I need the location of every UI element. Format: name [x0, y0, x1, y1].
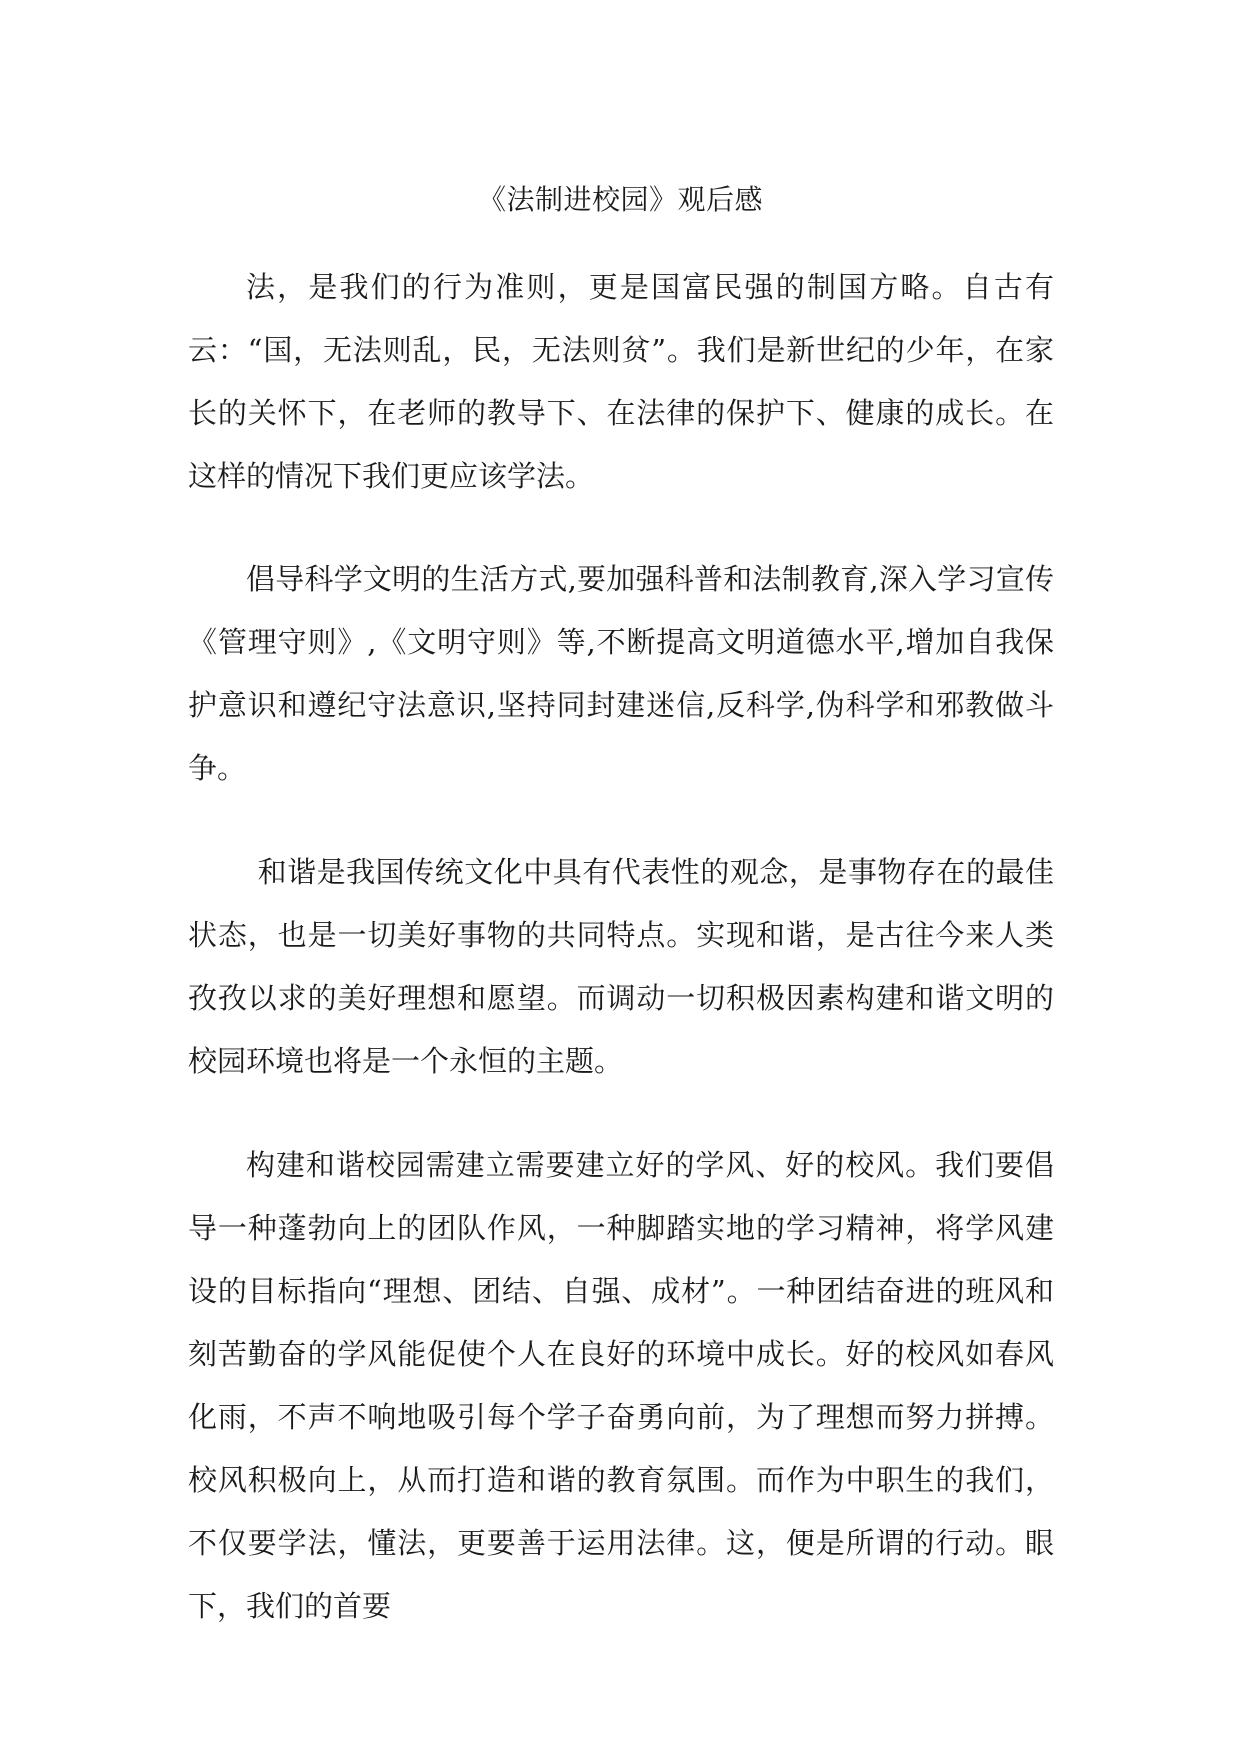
document-title: 《法制进校园》观后感: [477, 183, 763, 216]
document-body: [188, 256, 1054, 1638]
paragraph-harmony: 和谐是我国传统文化中具有代表性的观念，是事物存在的最佳状态，也是一切美好事物的共同特点。实现和谐，是古往今来人类孜孜以求的美好理想和愿望。而调动一切积极因素构建和谐文明的校园环境也将是一个永恒的主题。: [188, 855, 1054, 1078]
paragraph-harmonious-campus: 构建和谐校园需建立需要建立好的学风、好的校风。我们要倡导一种蓬勃向上的团队作风，一种脚踏实地的学习精神，将学风建设的目标指向“理想、团结、自强、成材”。一种团结奋进的班风和刻苦勤奋的学风能促使个人在良好的环境中成长。好的校风如春风化雨，不声不响地吸引每个学子奋勇向前，为了理想而努力拼搏。校风积极向上，从而打造和谐的教育氛围。而作为中职生的我们，不仅要学法，懂法，更要善于运用法律。这，便是所谓的行动。眼下，我们的首要: [188, 1148, 1054, 1623]
paragraph-law-guideline: 法，是我们的行为准则，更是国富民强的制国方略。自古有云：“国，无法则乱，民，无法则贫”。我们是新世纪的少年，在家长的关怀下，在老师的教导下、在法律的保护下、健康的成长。在这样的情况下我们更应该学法。: [188, 270, 1054, 493]
paragraph-science-civilization: 倡导科学文明的生活方式,要加强科普和法制教育,深入学习宣传《管理守则》,《文明守则》等,不断提高文明道德水平,增加自我保护意识和遵纪守法意识,坚持同封建迷信,反科学,伪科学和邪教做斗争。: [188, 562, 1054, 785]
